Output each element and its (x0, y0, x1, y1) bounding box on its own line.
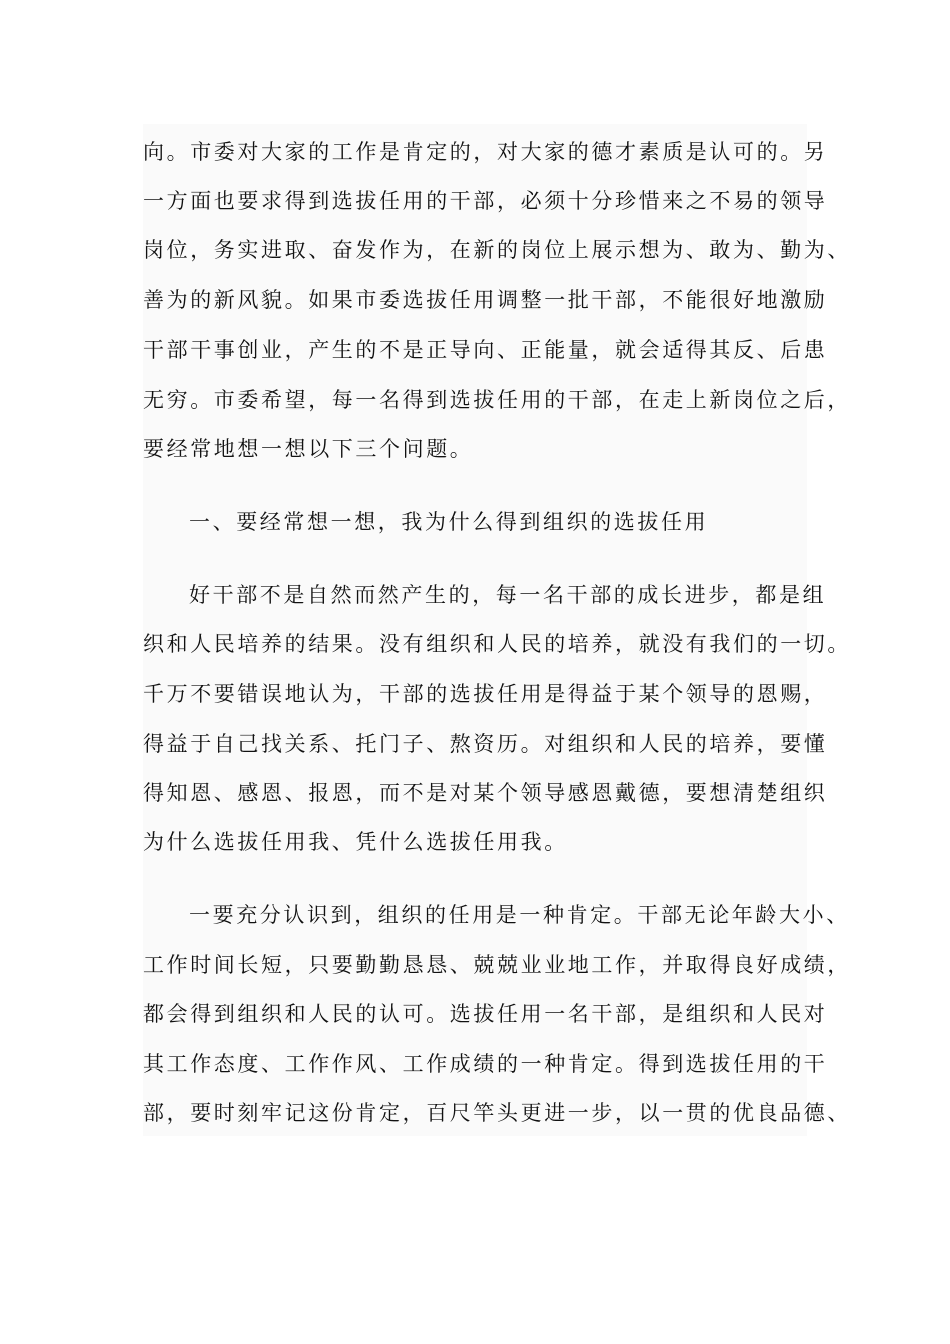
text-line: 为什么选拔任用我、凭什么选拔任用我。 (143, 830, 568, 854)
text-line: 一要充分认识到，组织的任用是一种肯定。干部无论年龄大小、 (189, 903, 850, 927)
text-line: 得知恩、感恩、报恩，而不是对某个领导感恩戴德，要想清楚组织 (143, 781, 828, 805)
text-line: 其工作态度、工作作风、工作成绩的一种肯定。得到选拔任用的干 (143, 1052, 828, 1076)
text-line: 部，要时刻牢记这份肯定，百尺竿头更进一步，以一贯的优良品德、 (143, 1101, 851, 1125)
text-line: 无穷。市委希望，每一名得到选拔任用的干部，在走上新岗位之后， (143, 388, 851, 412)
text-line: 好干部不是自然而然产生的，每一名干部的成长进步，都是组 (189, 583, 827, 607)
text-line: 要经常地想一想以下三个问题。 (143, 437, 474, 461)
section-heading: 一、要经常想一想，我为什么得到组织的选拔任用 (189, 510, 709, 534)
text-line: 得益于自己找关系、托门子、熬资历。对组织和人民的培养，要懂 (143, 732, 828, 756)
text-line: 工作时间长短，只要勤勤恳恳、兢兢业业地工作，并取得良好成绩， (143, 953, 851, 977)
text-line: 干部干事创业，产生的不是正导向、正能量，就会适得其反、后患 (143, 338, 828, 362)
text-line: 都会得到组织和人民的认可。选拔任用一名干部，是组织和人民对 (143, 1002, 828, 1026)
text-line: 一方面也要求得到选拔任用的干部，必须十分珍惜来之不易的领导 (143, 189, 828, 213)
text-line: 千万不要错误地认为，干部的选拔任用是得益于某个领导的恩赐， (143, 682, 828, 706)
text-line: 向。市委对大家的工作是肯定的，对大家的德才素质是认可的。另 (143, 140, 828, 164)
text-line: 织和人民培养的结果。没有组织和人民的培养，就没有我们的一切。 (143, 632, 851, 656)
text-line: 善为的新风貌。如果市委选拔任用调整一批干部，不能很好地激励 (143, 288, 828, 312)
text-line: 岗位，务实进取、奋发作为，在新的岗位上展示想为、敢为、勤为、 (143, 238, 851, 262)
text-block (143, 124, 851, 1136)
